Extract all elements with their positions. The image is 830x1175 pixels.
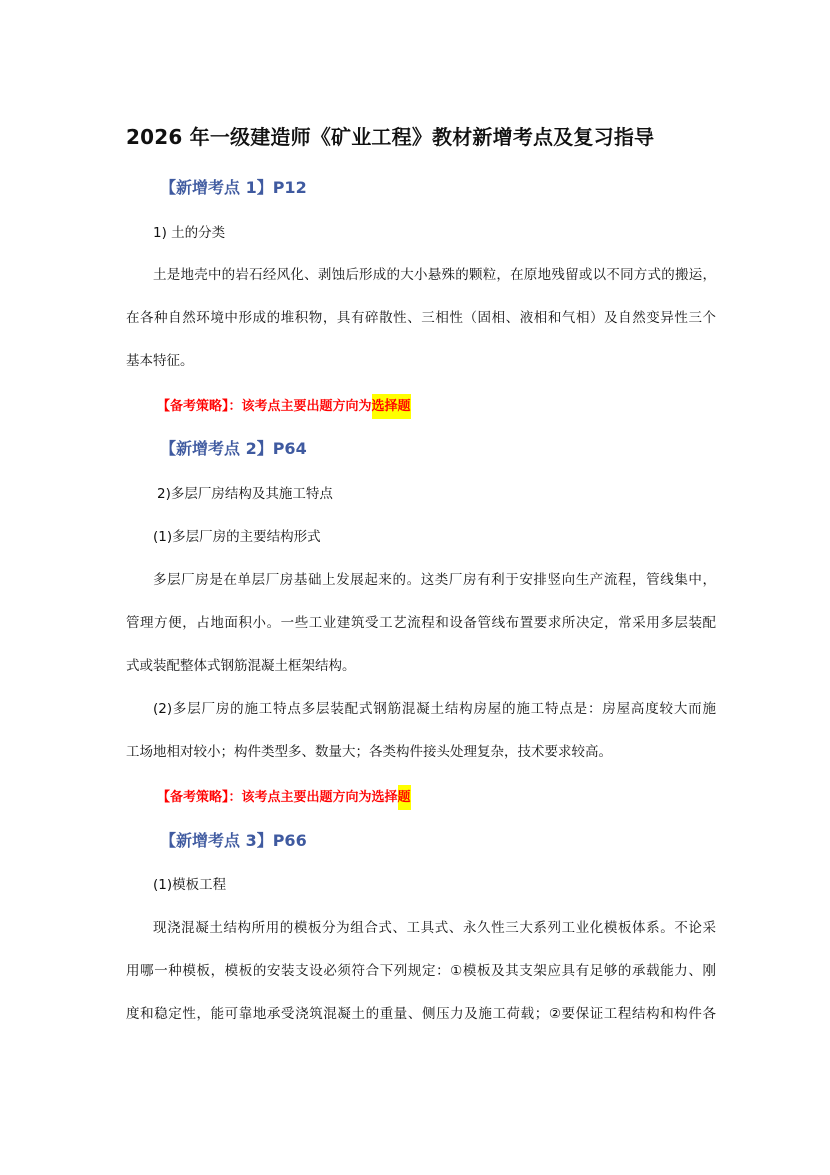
- strategy-text: 【备考策略】：该考点主要出题方向为: [157, 399, 372, 414]
- paragraph-line: 土是地壳中的岩石经风化、剥蚀后形成的大小悬殊的颗粒，在原地残留或以不同方式的搬运，: [153, 267, 716, 283]
- section-heading-3: 【新增考点 3】P66: [160, 831, 307, 850]
- strategy-highlight: 题: [398, 785, 411, 810]
- paragraph-line: (2)多层厂房的施工特点多层装配式钢筋混凝土结构房屋的施工特点是：房屋高度较大而施: [153, 701, 716, 717]
- paragraph-line: 现浇混凝土结构所用的模板分为组合式、工具式、永久性三大系列工业化模板体系。不论采: [153, 920, 716, 936]
- paragraph-line: 管理方便，占地面积小。一些工业建筑受工艺流程和设备管线布置要求所决定，常采用多层装配: [126, 615, 716, 631]
- strategy-note: [157, 788, 411, 808]
- paragraph-line: 工场地相对较小；构件类型多、数量大；各类构件接头处理复杂，技术要求较高。: [126, 744, 612, 760]
- section-heading-2: 【新增考点 2】P64: [160, 439, 307, 458]
- section-heading-1: 【新增考点 1】P12: [160, 178, 307, 197]
- paragraph-line: 用哪一种模板，模板的安装支设必须符合下列规定：①模板及其支架应具有足够的承载能力、刚: [126, 963, 716, 979]
- subheading: (1)模板工程: [153, 877, 227, 893]
- paragraph-line: 多层厂房是在单层厂房基础上发展起来的。这类厂房有利于安排竖向生产流程，管线集中，: [153, 572, 716, 588]
- paragraph-line: 度和稳定性，能可靠地承受浇筑混凝土的重量、侧压力及施工荷载；②要保证工程结构和构件各: [126, 1006, 716, 1022]
- strategy-highlight: 选择题: [372, 394, 411, 419]
- paragraph-line: 基本特征。: [126, 353, 194, 369]
- strategy-note: [157, 397, 411, 417]
- strategy-text: 【备考策略】：该考点主要出题方向为选择: [157, 790, 398, 805]
- subheading: (1)多层厂房的主要结构形式: [153, 529, 321, 545]
- paragraph-line: 式或装配整体式钢筋混凝土框架结构。: [126, 658, 356, 674]
- subheading: 2)多层厂房结构及其施工特点: [157, 486, 333, 502]
- paragraph-line: 在各种自然环境中形成的堆积物，具有碎散性、三相性（固相、液相和气相）及自然变异性三个: [126, 310, 716, 326]
- document-title: 2026 年一级建造师《矿业工程》教材新增考点及复习指导: [126, 125, 655, 149]
- subheading: 1) 土的分类: [153, 225, 226, 241]
